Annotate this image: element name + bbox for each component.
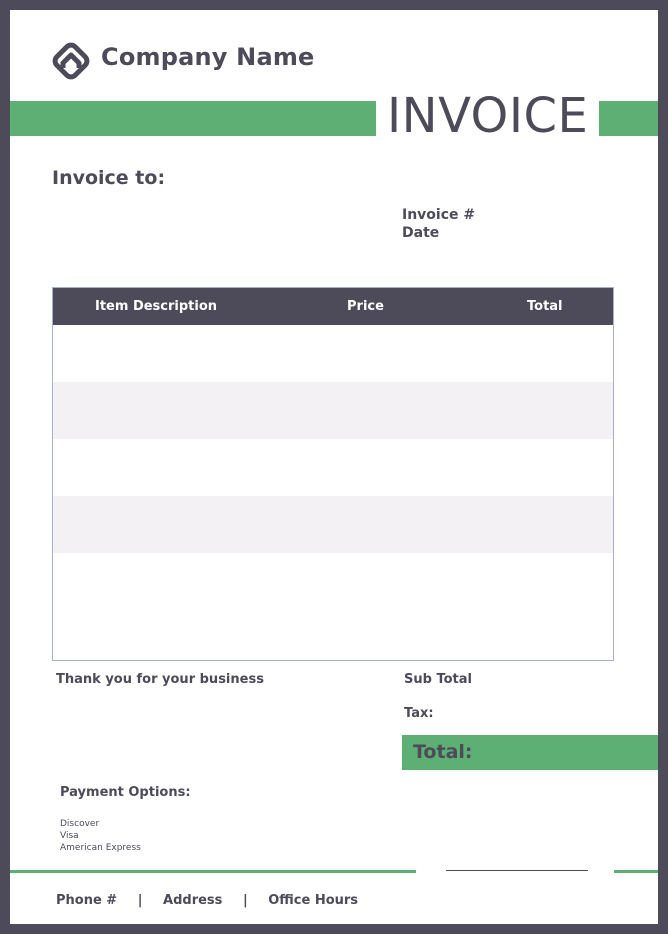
table-header [53,288,613,325]
table-row [53,553,613,660]
payment-option: Visa [60,831,79,841]
invoice-page [10,10,658,924]
subtotal-label: Sub Total [404,672,472,687]
total-bar [402,735,658,770]
table-row [53,325,613,382]
invoice-number-label: Invoice # [402,207,476,223]
total-label: Total: [413,741,473,763]
payment-option: American Express [60,843,141,853]
footer-divider-right [614,870,658,873]
date-label: Date [402,225,440,241]
column-header-price: Price [347,299,384,314]
footer-address: Address [163,893,223,908]
footer-phone: Phone # [56,893,118,908]
footer-separator: | [137,893,143,908]
payment-option: Discover [60,819,100,829]
signature-line [446,870,588,871]
footer-separator: | [242,893,248,908]
payment-options-list [60,818,141,854]
column-header-item-description: Item Description [95,299,218,314]
payment-options-title: Payment Options: [60,785,191,800]
invoice-to-label: Invoice to: [52,167,166,189]
table-row [53,382,613,439]
footer-contact [56,893,358,908]
column-header-total: Total [527,299,563,314]
footer-divider-left [10,870,416,873]
company-name: Company Name [101,43,315,71]
tax-label: Tax: [404,706,434,721]
table-row [53,496,613,553]
footer-office-hours: Office Hours [268,893,359,908]
table-row [53,439,613,496]
invoice-title: INVOICE [387,88,589,144]
thank-you-note: Thank you for your business [56,672,264,687]
invoice-meta [402,206,475,242]
header-band-right [599,101,658,136]
header-band-left [10,101,376,136]
company-logo-icon [48,38,94,84]
items-table [52,287,614,661]
